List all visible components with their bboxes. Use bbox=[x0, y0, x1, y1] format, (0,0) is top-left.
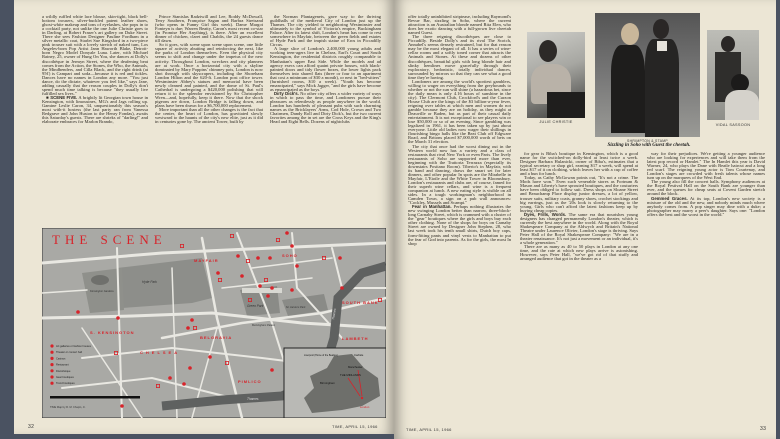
map-marker bbox=[116, 316, 120, 320]
paragraph-text: The city that once had the worst dining out in the Western world now has a variety and a class of restaurants that rival New York or even Paris. The lively restaurants of Soho are supported more than ever, beginning with the Trattoria Terrazza (especially its downstairs Positano Room). Tiberio's in Mayfair, with its band and dancing, draws the smart set for later dinners, and other popular In spots are the Mirabelle in Mayfair, L'Etoile and the White Tower in Bloomsbury. London's restaurants and clubs are, of course, famed for their superb wine cellars, and wine is a frequent companion at lunch. A new eating style is visible on all sides. In a tough workingman's neighborhood in Camden Town, a sign on a pub wall announces: "Cockles, Mussels and Scampi." bbox=[408, 143, 511, 206]
inset-label-manchester: Manchester bbox=[348, 365, 363, 369]
paragraph-text: The young also fill the concert halls. Symphony audiences at the Royal Festival Hall on the South Bank are younger than ever, and the queues for cheap seats at Covent Garden stretch around the block. bbox=[647, 179, 765, 197]
paragraph-text: At its top, London's new society is a mixture of the old and the new, and nobody minds much where anybody comes from. A pop singer may dine with a duke; a photographer may marry a peer's daughter. Says one: "London offers the best and the worst in the world." bbox=[647, 195, 765, 217]
article-column bbox=[42, 15, 148, 216]
photo-caption: JULIE CHRISTIE bbox=[539, 120, 573, 124]
paragraph-text: for gear is Biba's boutique in Kensington, which is a good name for the switched-on dolly-bird at least twice a week. Designer Barbara Hulanicki, owner of Biba's, estimates that a typical secretary or shop girl, earning $17 a week, will spend at least $17 of it on clothing, which leaves her with a cup of coffee and a bun for lunch. bbox=[520, 152, 638, 177]
map-marker bbox=[168, 376, 172, 380]
map-marker bbox=[295, 264, 299, 268]
paragraph-text: There are as many as 40 to 50 plays in London at any one time, and the rate at which new plays arrive is astonishing. However, says Peter Hall, "we've got rid of that stuffy and arranged audience that got in the theater as a bbox=[520, 244, 638, 262]
map-marker bbox=[216, 271, 220, 275]
map-label-thames: Thames bbox=[247, 397, 259, 401]
paragraph-lead: ■ SCENE FIVE. bbox=[46, 94, 78, 100]
legend-label: Trend boutiques bbox=[56, 382, 75, 386]
paragraph-text: Today, as Cathy McGowan points out, "It's not a crime. The Mods have won." Even such venerable stores as Fortnum & Mason and Liberty's have sprouted boutiques, and the couturiers have been obliged to follow suit. Dress shops on Sloane Street and Beauchamp Place display junior dresses, a lot of yellow, trouser suits, military coats, granny shoes, crochet stockings and big earrings, just as the '20s look is slowly returning to the young. Girls who can't afford the latest fashions keep up by buying cheap copies. bbox=[520, 175, 638, 213]
article-column bbox=[408, 15, 511, 420]
article-column bbox=[647, 152, 765, 422]
paragraph-text: Perhaps nothing illustrates the new swinging London better than narrow, three-block-long Carnaby Street, which is crammed with a cluster of the "gear" boutiques where the girls and boys buy each other clothing. None of the shops for boys on Carnaby Street are owned by Designer John Stephen, 28, who last week took his tenth small shirts, Dutch boy caps, form-fitting pants and vinyl vests to Manhattan to put the fear of God into parents. As for the girls, the most In shop bbox=[408, 204, 511, 246]
page-number: 32 bbox=[28, 424, 35, 430]
legend-symbol bbox=[50, 375, 53, 378]
map-label-chelsea: CHELSEA bbox=[140, 350, 181, 355]
map-label-mayfair: MAYFAIR bbox=[194, 258, 219, 263]
map-title: THE SCENE bbox=[52, 232, 167, 247]
map-label-thames: Thames bbox=[331, 308, 337, 321]
article-paragraph bbox=[270, 47, 381, 92]
article-paragraph bbox=[270, 92, 381, 124]
legend-symbol bbox=[50, 363, 53, 366]
scale-bar bbox=[50, 396, 140, 399]
map-label-kensington-gardens: Kensington Gardens bbox=[90, 290, 114, 293]
map-label-green-park: Green Park bbox=[247, 304, 264, 308]
map-marker bbox=[270, 286, 274, 290]
map-label-lambeth: LAMBETH bbox=[342, 336, 369, 341]
london-scene-map bbox=[42, 228, 386, 418]
photo-caption: SHRIMPTON & STAMP bbox=[627, 139, 668, 143]
article-paragraph bbox=[408, 80, 511, 145]
article-paragraph bbox=[408, 15, 511, 35]
legend-label: Discothèque bbox=[56, 369, 71, 373]
legend-label: Casinos bbox=[56, 357, 66, 361]
legend-label: Theater or concert hall bbox=[56, 351, 82, 355]
inset-label-birmingham: Birmingham bbox=[320, 381, 335, 385]
inset-label-london: London bbox=[360, 405, 370, 409]
map-marker bbox=[182, 382, 186, 386]
photo-julie-christie bbox=[527, 32, 585, 118]
photo-caption: VIDAL SASSOON bbox=[715, 123, 751, 127]
paragraph-text: offer totally uninhibited striptease, including Raymond's Revue Bar, sizzling in Soho, where the current attraction is an Australian blonde named Rita Elen, who does her exotic dancing with a full-grown live cheetah named Guest. bbox=[408, 15, 511, 36]
article-paragraph bbox=[520, 176, 638, 212]
map-marker bbox=[266, 294, 270, 298]
map-marker bbox=[256, 256, 260, 260]
article-paragraph bbox=[408, 35, 511, 80]
legend-symbol bbox=[50, 351, 53, 354]
inset-label-midlands: THE MIDLANDS bbox=[340, 373, 361, 377]
article-paragraph bbox=[647, 180, 765, 196]
map-label-soho: SOHO bbox=[282, 253, 298, 258]
article-paragraph bbox=[155, 15, 263, 43]
map-marker bbox=[208, 355, 212, 359]
map-label-buckingham-palace: Buckingham Palace bbox=[252, 324, 275, 327]
paragraph-text: More important than all the other changes is the fact that the center, the heart of London, has gravitated slowly westward to the haunts of the city's new elite, just as it did in centuries gone by. The ancient Tower, built by bbox=[155, 107, 263, 125]
england-inset-map bbox=[284, 348, 386, 418]
paragraph-lead: Dyes, Frills, Words. bbox=[524, 211, 567, 217]
legend-label: Gear boutiques bbox=[56, 376, 74, 379]
map-marker bbox=[340, 286, 344, 290]
right-page bbox=[394, 0, 776, 439]
map-marker bbox=[338, 256, 342, 260]
paragraph-text: So it goes, with scene upon scene upon scene, one little square of activity abutting and reinforcing the next, like the parks of London themselves. Even the physical city seems to shift and change under the impetus of the new activity. Throughout London, wreckers and city planners are at work. Once a horizontal city with a skyline dominated by Mary Poppins' chimney pots, London is now shot through with skyscrapers, including the Shoreham London Hilton and the 620-ft. London post office tower. Westminster Abbey's statues and memorial have been newly cleaned and painted, and the dome of St. Paul's Cathedral is undergoing a $420,000 polishing that will return it to the splendor envisioned by Sir Christopher Wren—and, hopefully, keep it there. Now that the shock pigeons are down, London Bridge is falling down, and plans have been drawn for a $6,700,000 replacement. bbox=[155, 42, 263, 109]
article-column bbox=[520, 152, 638, 422]
photo-caption-main: Sizzling in Soho with Guest the cheetah. bbox=[607, 143, 691, 148]
article-paragraph bbox=[408, 205, 511, 245]
map-label-s-kensington: S. KENSINGTON bbox=[90, 330, 135, 335]
article-paragraph bbox=[42, 15, 148, 96]
paragraph-text: The three reigning discothèques are close to Piccadilly. Beside Dolly's and its rival The Scotch, Annabel's seems densely restrained, but for that reason may be the most elegant of all. It has a series of wine-cellar rooms and a softly toned corner that attracts the Animals and Stones. At these and dozens of other discothèques, beautiful girls with long blonde hair and slinky hemlines move gracefully through their exploratory, hedonistic, totally individual dances, surrounded by mirrors so that they can see what a good time they're having. bbox=[408, 34, 511, 80]
legend-label: Restaurant bbox=[56, 363, 69, 367]
map-label-south-bank: SOUTH BANK bbox=[342, 300, 379, 305]
paragraph-text: way for their prejudices. We're getting a younger audience who are looking for experiences and will take them from the latest pop record or Hamlet." The In Hamlet this year is David Warner, 24, who plays the Dane with Beatle haircut and a long red scarf. The reigning young actor is Tom Courtenay, and London's stages are crowded with fresh talents whose names turn up on the marquees of the West End. bbox=[647, 152, 765, 181]
map-marker bbox=[285, 231, 289, 235]
article-column bbox=[155, 15, 263, 216]
map-label-belgravia: BELGRAVIA bbox=[200, 335, 233, 340]
article-paragraph bbox=[520, 152, 638, 176]
paragraph-text: Prince Stanislas Radziwill and Lee, Roddy McDowall, Terry Southern, Françoise Sagan and Barbra Streisand (who opens in Funny Girl this week). Dame Margot Fonteyn is due; Warren Beatty, Caron's most recent co-star (in Promise Her Anything), is there. After an excellent dinner of chicken, claret and Chablis, the 24 guests dance till dawn. bbox=[155, 15, 263, 44]
paragraph-text: No other city offers a wider variety of ways in which to pass the time, and Londoners pursue their pleasures as relentlessly as people anywhere in the world. London has hundreds of pleasant pubs with such charming names as the Bricklayers' Arms, Cod Hole, Crown and Two Chairmen, Dandy Roll and Dirty Dick's, but the two current favorites among the in set are the Cross Keys and the King's Head and Eight Bells. Dozens of nightclubs bbox=[270, 90, 381, 125]
paragraph-text: A large slice of London's 2,400,000 young adults and working teen-agers live in Chelsea, Earl's Court and South Kensington, the residential districts roughly comparable to Manhattan's upper East Side. While the models and ad agency execs can afford quaint private houses, with black-painted doors and tidy flower boxes, the lower lights pack themselves into shared flats (three or four to an apartment that cost a minimum of $30 a month), or nest in "bed-sitters" (furnished rooms, $10 a week). "Youth has become emancipated," says Mick Jagger, "and the girls have become as emancipated as the boys." bbox=[270, 46, 381, 92]
page-footer: TIME, APRIL 15, 1966 bbox=[406, 427, 452, 432]
map-marker bbox=[270, 368, 274, 372]
paragraph-text: a wildly ruffled white lace blouse, skin-tight, black bell-bottom trousers, silver-buckled patent leather shoes, ghost-white makeup and tons of eyelashes, she pops in to a cocktail party, not unlike the one Julie Christie goes to in Darling, at Robert Fraser's art gallery on Duke Street. There she sees Fashion Designer Pauline Fordham in a silver metallic coat, Starlet Sue Kingsford in a two-piece pink trouser suit with a lovely stretch of naked tum, Los Angeles-born Pop Artist Jann Haworth Blake, Detroit-born Negro Model Donyale Luna. Later, with Michael Rainey, 25, owner of Hung On You, she dances at Dolly's discothèque in Jermyn Street, where the deafening beat comes from the Action, the Stones, the Who, the Animals, the Mindbenders, and Cilla Black, and the right drink (at 95¢) is Campari and soda—because it is red and tickles. Dances have no names in London any more. "You just dance, do the dictate, whatever you feel like," says Jane, adding casually that the reason couples in Dolly's don't spend much time talking is because "they usually live fulfilled sex lives." bbox=[42, 15, 148, 96]
map-label-st-james-park: St. James's Park bbox=[286, 306, 306, 309]
map-label-hyde-park: Hyde Park bbox=[142, 280, 157, 284]
paragraph-lead: Fear in Manhattan. bbox=[412, 204, 452, 210]
map-label-pimlico: PIMLICO bbox=[238, 379, 262, 384]
article-paragraph bbox=[647, 197, 765, 217]
article-paragraph bbox=[520, 213, 638, 245]
map-marker bbox=[258, 284, 262, 288]
left-page bbox=[14, 0, 394, 434]
inset-label-liverpool: Liverpool (Home of the Beatles) bbox=[304, 354, 338, 357]
map-credit: TIME Map by R. M. Chapin, Jr. bbox=[50, 406, 86, 409]
article-paragraph bbox=[270, 15, 381, 47]
photo-vidal-sassoon bbox=[707, 30, 759, 120]
legend-symbol bbox=[50, 369, 53, 372]
page-number: 33 bbox=[760, 426, 767, 432]
paragraph-text: Londoners are among the world's sportiest gamblers, willing to wager on everything from the greyhounds to whether or not the sun will shine (a hazardous bet, since the daily mean is only 4.16 hours of sunshine in the city). The Clermont Club, Crockford's and the Curzon House Club are the kings of the $3 billion-a-year fever, reigning over tables at which men and women do not gamble because they are on holiday, as they might at Deauville or Baden, but as part of their casual daily entertainment. It is not exceptional to see players win or lose $50,000 or so of an evening. Since gambling was legalized in 1961, it has been taken up by just about everyone. Little old ladies now wager their shillings in flourishing bingo halls like the Beat Club off Edgware Road, and Britons placed $7,000,000 worth of bets on the March 31 election. bbox=[408, 78, 511, 145]
article-paragraph bbox=[408, 145, 511, 206]
legend-symbol bbox=[50, 382, 53, 385]
article-paragraph bbox=[155, 43, 263, 108]
legend-label: Art galleries or fashion houses bbox=[56, 345, 91, 348]
photo-shrimpton-and-stamp bbox=[595, 13, 700, 137]
article-paragraph bbox=[155, 108, 263, 124]
article-paragraph bbox=[647, 152, 765, 180]
article-paragraph bbox=[520, 245, 638, 261]
map-marker bbox=[268, 256, 272, 260]
map-marker bbox=[186, 326, 190, 330]
map-marker bbox=[188, 366, 192, 370]
article-column bbox=[270, 15, 381, 216]
map-marker bbox=[120, 404, 124, 408]
map-marker bbox=[76, 310, 80, 314]
paragraph-text: The same era that nourishes young designers has changed permanently London's theater, which is currently the best anywhere in the world. Along with the Royal Shakespeare Company at the Aldwych and Britain's National Theatre under Laurence Olivier, London's stage is thriving. Says Peter Hall of the Royal Shakespeare Company: "We are in a theater renaissance. It's not just a movement or an individual, it's a whole generation." bbox=[520, 211, 638, 246]
paragraph-text: A brightly lit Georgian town house in Kensington, with limousines, MG's and Jags rolling up. Gamine Leslie Caron, 34, unquestionably this season's most with-it hostess (the last party ran from Vanessa Redgrave and John Huston to the Henry Fondas), awaits this Saturday's guests. There are shrieks of "darling!" and elaborate embraces for Marlon Brando, bbox=[42, 94, 148, 125]
map-marker bbox=[290, 288, 294, 292]
legend-symbol bbox=[50, 344, 53, 347]
map-marker bbox=[236, 254, 240, 258]
paragraph-text: the Norman Plantagenets, gave way to the thriving guildhalls of the medieval City of London just up the Thames. The city yielded to neighboring Westminster and ultimately to the symbol of Victoria's empire, Buckingham Palace. After its latest shift, London's heart has come to rest somewhere in Mayfair, between the green fields and estates of Hyde Park and the impish statue of Eros in Piccadilly Circus. bbox=[270, 15, 381, 48]
paragraph-lead: Gemmed Graces. bbox=[651, 195, 688, 201]
paragraph-lead: Dirty Dick's. bbox=[274, 90, 299, 96]
page-footer: TIME, APRIL 15, 1966 bbox=[332, 424, 378, 429]
inset-label-carlisle: Carlisle bbox=[354, 353, 364, 357]
map-marker bbox=[290, 244, 294, 248]
legend-symbol bbox=[50, 357, 53, 360]
article-paragraph bbox=[42, 96, 148, 124]
map-marker bbox=[190, 318, 194, 322]
map-marker bbox=[240, 274, 244, 278]
